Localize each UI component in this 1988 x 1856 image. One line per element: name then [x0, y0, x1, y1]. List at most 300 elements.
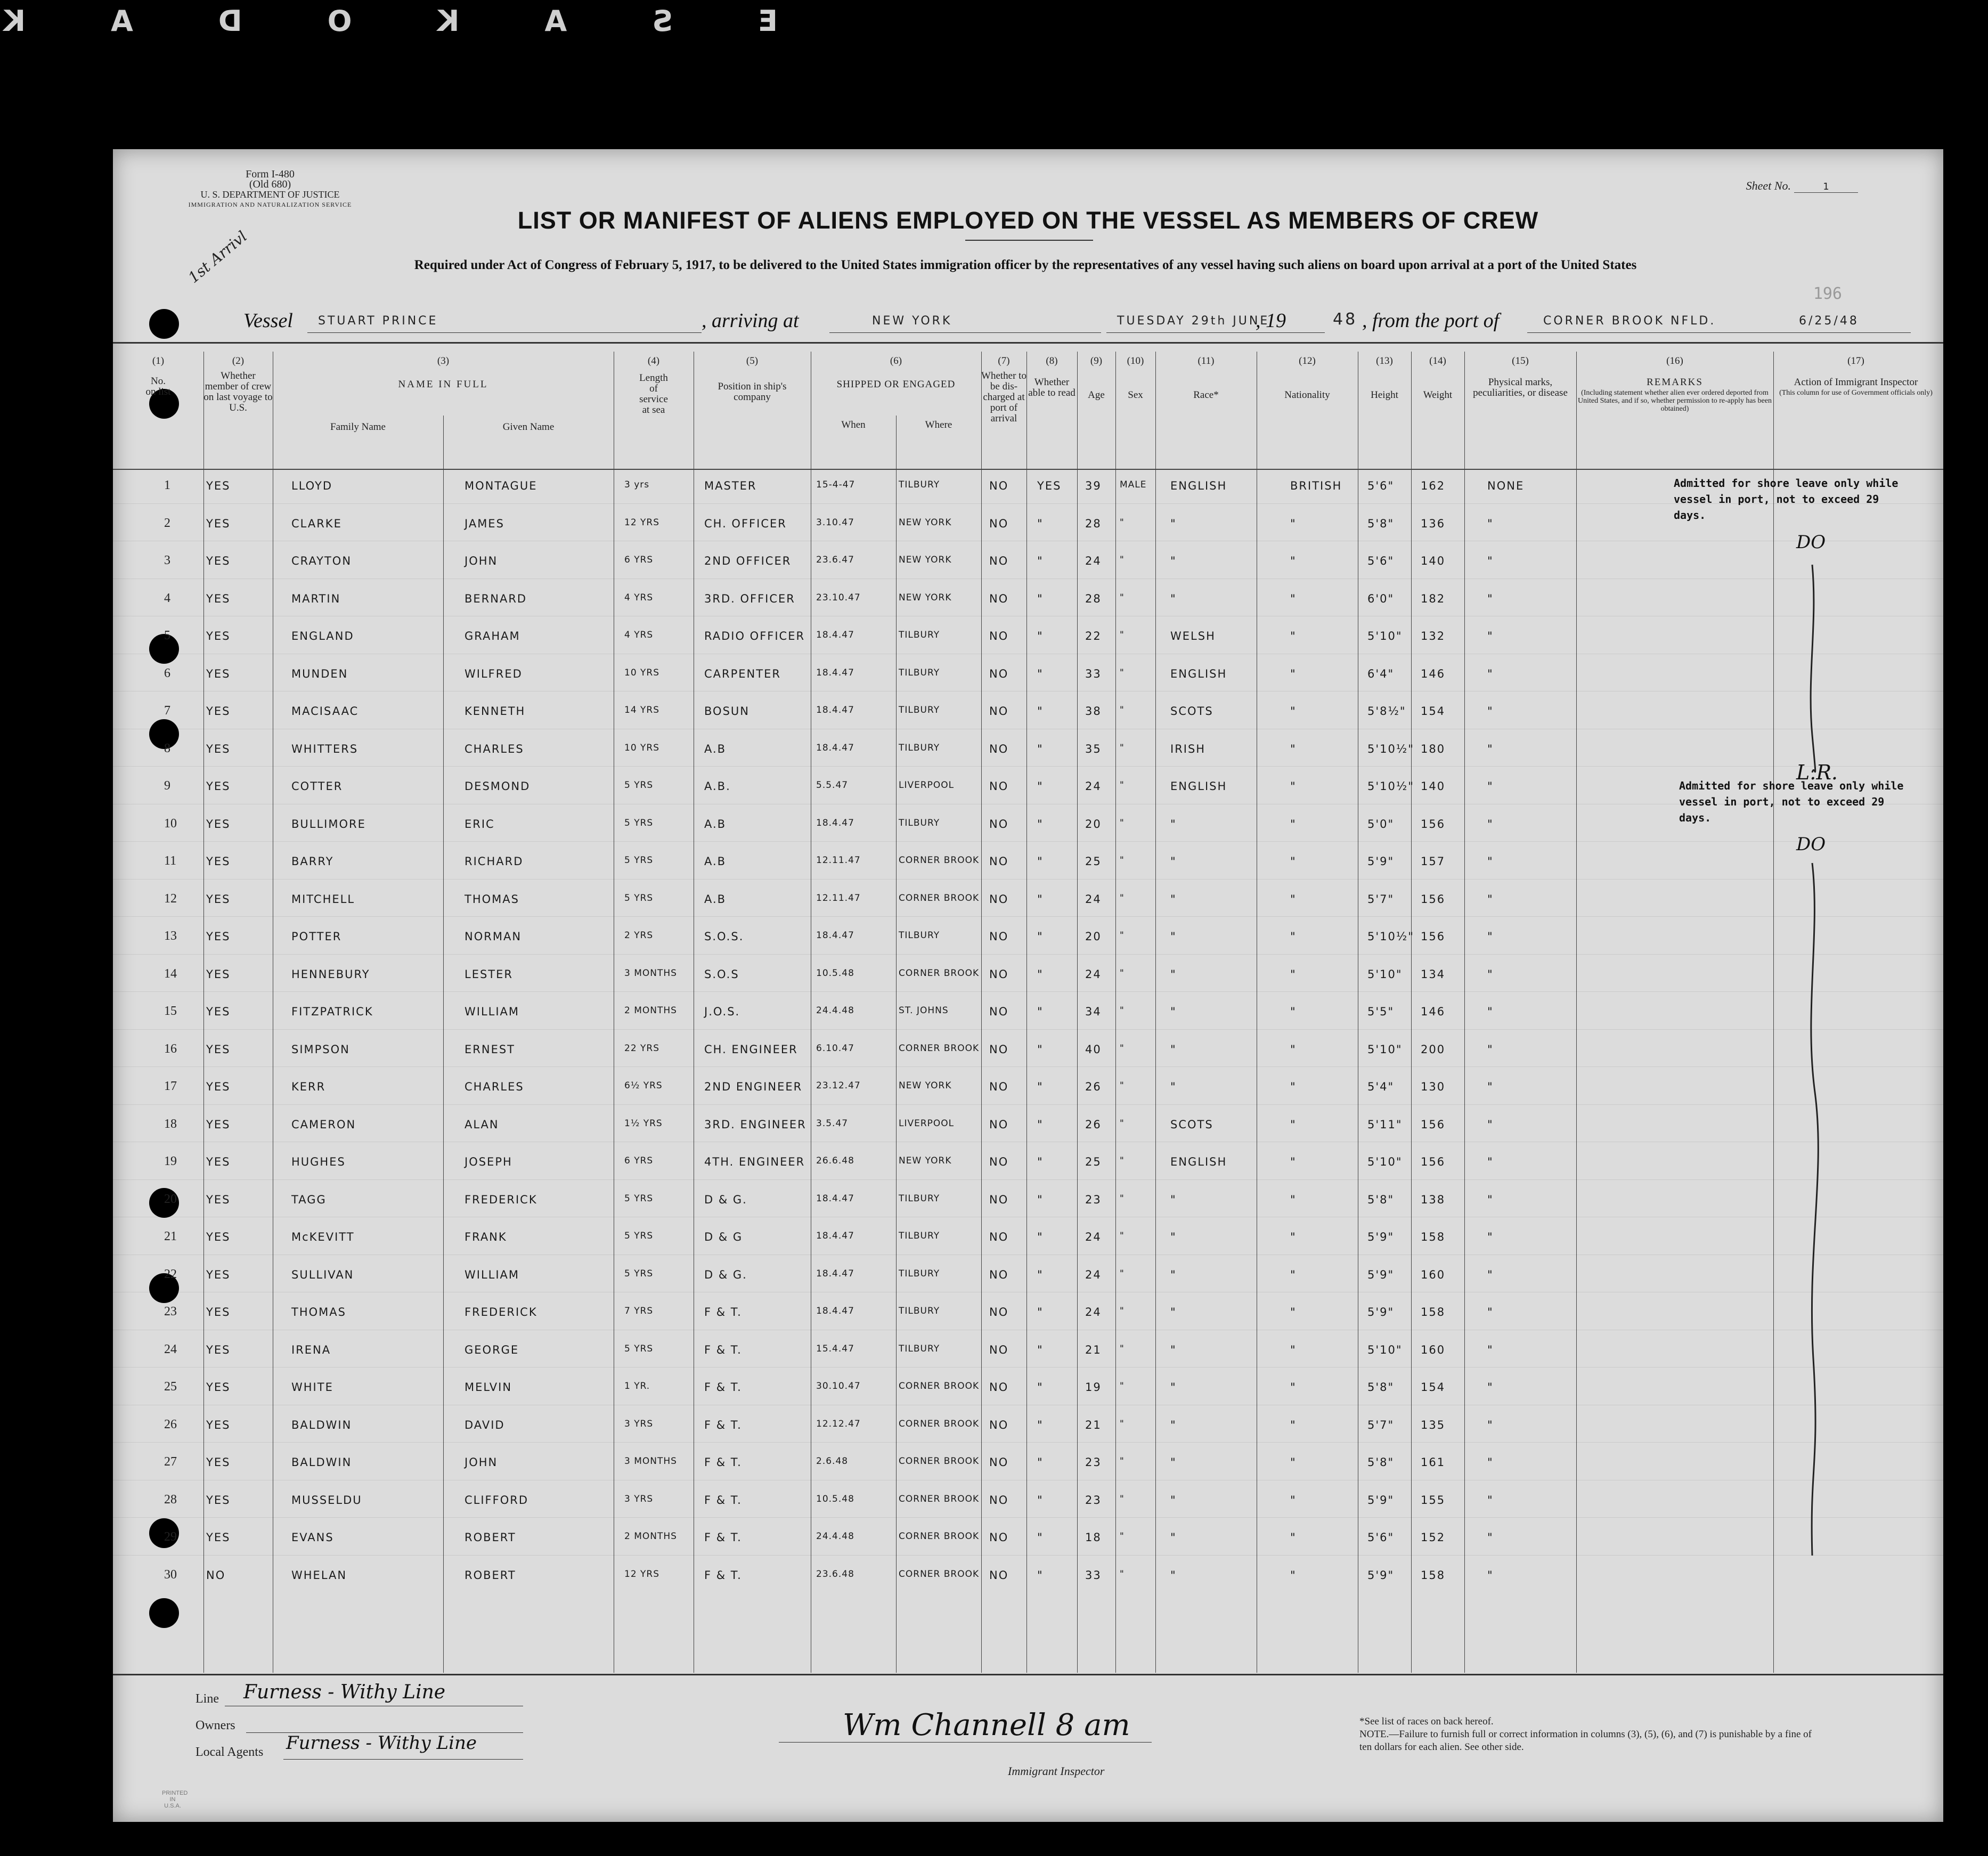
cell-phys: " — [1487, 742, 1494, 755]
cell-disch: NO — [989, 967, 1009, 981]
cell-phys: " — [1487, 667, 1494, 680]
cell-given: WILFRED — [465, 667, 523, 680]
row-number: 6 — [164, 666, 170, 680]
cell-when: 12.11.47 — [816, 855, 861, 866]
cell-family: POTTER — [291, 930, 342, 943]
cell-given: GRAHAM — [465, 630, 520, 642]
cell-disch: NO — [989, 555, 1009, 567]
cell-height: 5'10" — [1367, 630, 1403, 642]
cell-position: D & G. — [704, 1193, 747, 1206]
cell-race: " — [1170, 1418, 1177, 1431]
cell-race: " — [1170, 1268, 1177, 1281]
cell-race: ENGLISH — [1170, 780, 1227, 793]
cell-where: TILBURY — [899, 705, 940, 715]
row-number: 20 — [164, 1192, 177, 1206]
cell-member: YES — [206, 517, 231, 530]
cell-when: 10.5.48 — [816, 967, 854, 979]
cell-sex: " — [1120, 1381, 1125, 1391]
cell-position: D & G. — [704, 1268, 747, 1281]
hdr-family-name: Family Name — [330, 421, 386, 433]
cell-service: 5 YRS — [624, 817, 654, 828]
cell-where: NEW YORK — [899, 1080, 952, 1091]
cell-family: FITZPATRICK — [291, 1005, 373, 1018]
cell-nat: " — [1290, 592, 1297, 605]
row-number: 7 — [164, 704, 170, 718]
hdr-given-name: Given Name — [502, 421, 555, 433]
cell-where: CORNER BROOK — [899, 1456, 980, 1467]
cell-age: 33 — [1085, 667, 1102, 680]
cell-disch: NO — [989, 1343, 1009, 1356]
cell-read: " — [1037, 1568, 1044, 1582]
cell-nat: " — [1290, 855, 1297, 868]
cell-height: 5'8" — [1367, 1456, 1395, 1469]
cell-member: YES — [206, 1193, 231, 1206]
remarks-stamp: Admitted for shore leave only while vessel in port, not to exceed 29 days. — [1679, 779, 1904, 824]
cell-phys: " — [1487, 1193, 1494, 1206]
cell-read: " — [1037, 1493, 1044, 1507]
cell-position: F & T. — [704, 1493, 742, 1507]
cell-age: 23 — [1085, 1193, 1102, 1206]
cell-when: 18.4.47 — [816, 705, 854, 715]
cell-given: BERNARD — [465, 592, 527, 605]
cell-service: 3 YRS — [624, 1493, 654, 1504]
row-number: 28 — [164, 1492, 177, 1507]
cell-family: CAMERON — [291, 1118, 356, 1131]
cell-read: " — [1037, 930, 1044, 943]
crew-table — [113, 352, 1943, 1673]
cell-service: 12 YRS — [624, 517, 660, 528]
cell-nat: " — [1290, 1268, 1297, 1281]
cell-nat: " — [1290, 1381, 1297, 1394]
local-agents-value: Furness - Withy Line — [286, 1732, 477, 1754]
footer-top-rule — [113, 1674, 1943, 1675]
form-old-number: (Old 680) — [249, 178, 291, 190]
cell-nat: " — [1290, 1193, 1297, 1206]
cell-sex: " — [1120, 1118, 1125, 1129]
cell-member: YES — [206, 1493, 231, 1507]
cell-family: SULLIVAN — [291, 1268, 354, 1281]
cell-member: YES — [206, 1118, 231, 1131]
cell-sex: " — [1120, 930, 1125, 941]
cell-service: 3 yrs — [624, 479, 650, 490]
cell-nat: " — [1290, 1043, 1297, 1056]
arriving-label: , arriving at — [702, 310, 799, 332]
cell-age: 24 — [1085, 1231, 1102, 1243]
cell-position: 2ND OFFICER — [704, 555, 792, 567]
cell-where: TILBURY — [899, 1193, 940, 1204]
column-rule — [1773, 352, 1774, 1673]
cell-height: 6'0" — [1367, 592, 1395, 605]
from-label: , from the port of — [1362, 310, 1500, 332]
cell-disch: NO — [989, 855, 1009, 868]
column-rule — [896, 416, 897, 1673]
cell-nat: " — [1290, 930, 1297, 943]
cell-race: " — [1170, 1381, 1177, 1394]
cell-when: 18.4.47 — [816, 1231, 854, 1241]
cell-weight: 200 — [1421, 1043, 1446, 1056]
cell-phys: " — [1487, 1155, 1494, 1168]
cell-where: TILBURY — [899, 667, 940, 678]
cell-family: MUNDEN — [291, 667, 348, 680]
cell-family: McKEVITT — [291, 1231, 355, 1243]
cell-height: 6'4" — [1367, 667, 1395, 680]
cell-weight: 154 — [1421, 705, 1446, 718]
cell-read: " — [1037, 1193, 1044, 1206]
cell-disch: NO — [989, 1231, 1009, 1243]
cell-service: 5 YRS — [624, 855, 654, 866]
column-rule — [981, 352, 982, 1673]
film-letter: K — [3, 4, 26, 38]
cell-race: " — [1170, 1531, 1177, 1544]
cell-service: 4 YRS — [624, 592, 654, 603]
cell-service: 5 YRS — [624, 1268, 654, 1279]
column-rule — [443, 416, 444, 1673]
cell-member: YES — [206, 967, 231, 981]
cell-family: BALDWIN — [291, 1456, 352, 1469]
cell-position: A.B — [704, 817, 727, 831]
cell-position: BOSUN — [704, 705, 749, 718]
cell-age: 39 — [1085, 479, 1102, 492]
cell-height: 5'10½" — [1367, 780, 1414, 793]
cell-family: HENNEBURY — [291, 967, 370, 981]
cell-sex: " — [1120, 667, 1125, 678]
cell-race: WELSH — [1170, 630, 1216, 642]
cell-disch: NO — [989, 780, 1009, 793]
cell-height: 5'9" — [1367, 1231, 1395, 1243]
cell-weight: 154 — [1421, 1381, 1446, 1394]
cell-service: 2 MONTHS — [624, 1005, 677, 1016]
cell-when: 18.4.47 — [816, 667, 854, 678]
cell-service: 3 MONTHS — [624, 1456, 677, 1467]
cell-nat: " — [1290, 1231, 1297, 1243]
cell-read: " — [1037, 1231, 1044, 1243]
cell-disch: NO — [989, 1043, 1009, 1056]
hdr-col-1: (1) No. on list — [145, 355, 171, 397]
cell-given: CHARLES — [465, 1080, 524, 1093]
hdr-col-10: (10) Sex — [1127, 355, 1144, 401]
cell-nat: " — [1290, 1418, 1297, 1431]
cell-phys: " — [1487, 592, 1494, 605]
line-value: Furness - Withy Line — [243, 1681, 446, 1703]
cell-sex: " — [1120, 1231, 1125, 1241]
cell-given: MELVIN — [465, 1381, 512, 1394]
arrival-year: 48 — [1333, 310, 1358, 329]
cell-service: 3 YRS — [624, 1418, 654, 1429]
cell-disch: NO — [989, 742, 1009, 755]
cell-where: CORNER BROOK — [899, 892, 980, 903]
hdr-col-16: (16) REMARKS (Including statement whether alien ever ordered deported from United States, and if so, whether permission to re-apply has been obtained) — [1578, 355, 1772, 413]
cell-read: " — [1037, 1155, 1044, 1168]
cell-member: YES — [206, 742, 231, 755]
cell-read: " — [1037, 817, 1044, 831]
cell-member: YES — [206, 630, 231, 642]
cell-where: TILBURY — [899, 630, 940, 640]
cell-phys: " — [1487, 930, 1494, 943]
cell-member: YES — [206, 592, 231, 605]
cell-weight: 146 — [1421, 1005, 1446, 1018]
row-number: 8 — [164, 741, 170, 755]
cell-height: 5'10" — [1367, 1343, 1403, 1356]
cell-nat: " — [1290, 705, 1297, 718]
hdr-col-9: (9) Age — [1088, 355, 1105, 401]
cell-where: CORNER BROOK — [899, 1493, 980, 1504]
cell-family: CLARKE — [291, 517, 342, 530]
cell-family: WHITE — [291, 1381, 333, 1394]
cell-given: FREDERICK — [465, 1193, 537, 1206]
cell-age: 18 — [1085, 1531, 1102, 1544]
cell-race: ENGLISH — [1170, 479, 1227, 492]
cell-age: 25 — [1085, 1155, 1102, 1168]
cell-where: CORNER BROOK — [899, 1381, 980, 1391]
row-number: 3 — [164, 553, 170, 567]
cell-service: 5 YRS — [624, 892, 654, 903]
cell-phys: " — [1487, 555, 1494, 567]
cell-member: YES — [206, 1343, 231, 1356]
cell-member: YES — [206, 1531, 231, 1544]
cell-sex: " — [1120, 1080, 1125, 1091]
page-subtitle: Required under Act of Congress of February 5, 1917, to be delivered to the United States immigration officer by the representatives of any vessel having such aliens on board upon arrival at a port of the United States — [414, 258, 1637, 272]
cell-weight: 138 — [1421, 1193, 1446, 1206]
sheet-number — [1746, 179, 1858, 193]
cell-phys: " — [1487, 1568, 1494, 1582]
cell-when: 15.4.47 — [816, 1343, 854, 1354]
cell-phys: " — [1487, 1531, 1494, 1544]
cell-when: 23.12.47 — [816, 1080, 861, 1091]
ditto-line — [1796, 559, 1828, 1572]
cell-age: 23 — [1085, 1493, 1102, 1507]
cell-weight: 156 — [1421, 1118, 1446, 1131]
inspector-signature: Wm Channell 8 am — [843, 1708, 1130, 1743]
row-rule — [113, 766, 1943, 767]
row-rule — [113, 916, 1943, 917]
cell-family: TAGG — [291, 1193, 327, 1206]
cell-given: JAMES — [465, 517, 504, 530]
cell-race: " — [1170, 1306, 1177, 1318]
row-number: 27 — [164, 1455, 177, 1469]
cell-when: 15-4-47 — [816, 479, 856, 490]
cell-service: 1 YR. — [624, 1381, 650, 1391]
cell-race: " — [1170, 1080, 1177, 1093]
cell-position: 2ND ENGINEER — [704, 1080, 803, 1093]
cell-nat: " — [1290, 1080, 1297, 1093]
row-rule — [113, 503, 1943, 504]
cell-disch: NO — [989, 1080, 1009, 1093]
cell-read: " — [1037, 630, 1044, 642]
cell-disch: NO — [989, 1155, 1009, 1168]
cell-nat: " — [1290, 1343, 1297, 1356]
cell-service: 6½ YRS — [624, 1080, 663, 1091]
cell-nat: " — [1290, 1005, 1297, 1018]
cell-nat: " — [1290, 667, 1297, 680]
cell-read: " — [1037, 780, 1044, 793]
cell-given: JOSEPH — [465, 1155, 512, 1168]
cell-disch: NO — [989, 1193, 1009, 1206]
hdr-col-15: (15) Physical marks, peculiarities, or disease — [1473, 355, 1568, 398]
cell-disch: NO — [989, 630, 1009, 642]
cell-sex: " — [1120, 517, 1125, 528]
cell-read: " — [1037, 892, 1044, 906]
row-number: 19 — [164, 1154, 177, 1168]
cell-race: " — [1170, 1568, 1177, 1582]
cell-nat: " — [1290, 1531, 1297, 1544]
cell-read: " — [1037, 1418, 1044, 1431]
cell-member: YES — [206, 817, 231, 831]
cell-given: RICHARD — [465, 855, 524, 868]
form-number: Form I-480 — [246, 168, 295, 180]
hdr-col-2: (2) Whether member of crew on last voyage to U.S. — [203, 355, 273, 413]
cell-where: CORNER BROOK — [899, 1043, 980, 1054]
cell-phys: " — [1487, 1456, 1494, 1469]
cell-sex: " — [1120, 1005, 1125, 1016]
cell-race: SCOTS — [1170, 705, 1213, 718]
cell-race: " — [1170, 1456, 1177, 1469]
cell-phys: " — [1487, 855, 1494, 868]
sheet-number-value: 1 — [1794, 181, 1858, 193]
cell-height: 5'10" — [1367, 1043, 1403, 1056]
cell-given: MONTAGUE — [465, 479, 537, 492]
cell-when: 3.10.47 — [816, 517, 854, 528]
row-number: 14 — [164, 966, 177, 981]
cell-read: " — [1037, 705, 1044, 718]
hdr-col-6: (6) SHIPPED OR ENGAGED — [836, 355, 956, 390]
cell-member: YES — [206, 780, 231, 793]
hdr-col-12: (12) Nationality — [1284, 355, 1330, 401]
cell-race: " — [1170, 517, 1177, 530]
cell-sex: " — [1120, 630, 1125, 640]
cell-weight: 146 — [1421, 667, 1446, 680]
hdr-col-8: (8) Whether able to read — [1028, 355, 1076, 398]
header-bottom-rule — [113, 469, 1943, 470]
cell-service: 4 YRS — [624, 630, 654, 640]
cell-read: " — [1037, 1456, 1044, 1469]
cell-member: YES — [206, 1155, 231, 1168]
film-edge-markings — [0, 4, 831, 36]
cell-phys: " — [1487, 705, 1494, 718]
cell-disch: NO — [989, 817, 1009, 831]
cell-service: 5 YRS — [624, 1193, 654, 1204]
cell-service: 22 YRS — [624, 1043, 660, 1054]
cell-given: FREDERICK — [465, 1306, 537, 1318]
row-rule — [113, 879, 1943, 880]
cell-phys: " — [1487, 1381, 1494, 1394]
cell-family: COTTER — [291, 780, 343, 793]
cell-family: WHELAN — [291, 1568, 347, 1582]
cell-phys: " — [1487, 1231, 1494, 1243]
cell-nat: " — [1290, 1118, 1297, 1131]
cell-disch: NO — [989, 517, 1009, 530]
cell-when: 10.5.48 — [816, 1493, 854, 1504]
cell-where: TILBURY — [899, 930, 940, 941]
cell-when: 23.10.47 — [816, 592, 861, 603]
cell-given: DAVID — [465, 1418, 505, 1431]
cell-position: CH. OFFICER — [704, 517, 787, 530]
cell-member: YES — [206, 1005, 231, 1018]
cell-nat: " — [1290, 630, 1297, 642]
cell-position: F & T. — [704, 1306, 742, 1318]
cell-family: THOMAS — [291, 1306, 346, 1318]
cell-weight: 158 — [1421, 1231, 1446, 1243]
cell-read: " — [1037, 667, 1044, 680]
cell-weight: 158 — [1421, 1568, 1446, 1582]
cell-age: 26 — [1085, 1118, 1102, 1131]
cell-read: " — [1037, 742, 1044, 755]
cell-position: F & T. — [704, 1531, 742, 1544]
cell-where: TILBURY — [899, 742, 940, 753]
remarks-ditto: DO — [1796, 532, 1826, 553]
cell-nat: " — [1290, 1568, 1297, 1582]
cell-phys: " — [1487, 1118, 1494, 1131]
cell-member: YES — [206, 1043, 231, 1056]
cell-disch: NO — [989, 892, 1009, 906]
department-name: U. S. DEPARTMENT OF JUSTICE — [200, 189, 340, 200]
cell-read: " — [1037, 967, 1044, 981]
row-number: 29 — [164, 1530, 177, 1544]
cell-family: EVANS — [291, 1531, 334, 1544]
cell-phys: " — [1487, 1493, 1494, 1507]
cell-height: 5'6" — [1367, 479, 1395, 492]
cell-nat: BRITISH — [1290, 479, 1342, 492]
header-top-rule — [113, 342, 1943, 344]
cell-age: 25 — [1085, 855, 1102, 868]
cell-member: YES — [206, 705, 231, 718]
cell-read: " — [1037, 1381, 1044, 1394]
cell-nat: " — [1290, 555, 1297, 567]
cell-weight: 162 — [1421, 479, 1446, 492]
cell-disch: NO — [989, 1306, 1009, 1318]
cell-race: ENGLISH — [1170, 667, 1227, 680]
cell-phys: " — [1487, 517, 1494, 530]
cell-race: " — [1170, 1231, 1177, 1243]
cell-where: TILBURY — [899, 1343, 940, 1354]
cell-where: TILBURY — [899, 1231, 940, 1241]
hdr-col-3: (3) NAME IN FULL — [398, 355, 488, 390]
cell-family: ENGLAND — [291, 630, 354, 642]
cell-given: ERIC — [465, 817, 495, 831]
cell-service: 1½ YRS — [624, 1118, 663, 1129]
cell-phys: " — [1487, 892, 1494, 906]
hdr-when: When — [841, 419, 866, 430]
column-rule — [1464, 352, 1465, 1673]
column-rule — [1115, 352, 1116, 1673]
cell-age: 40 — [1085, 1043, 1102, 1056]
cell-given: ROBERT — [465, 1568, 516, 1582]
cell-age: 24 — [1085, 555, 1102, 567]
cell-nat: " — [1290, 517, 1297, 530]
departure-port: CORNER BROOK NFLD. — [1543, 314, 1716, 328]
cell-given: DESMOND — [465, 780, 531, 793]
film-letter: S — [652, 4, 673, 38]
cell-height: 5'8" — [1367, 1381, 1395, 1394]
cell-position: A.B. — [704, 780, 731, 793]
cell-where: LIVERPOOL — [899, 1118, 955, 1129]
cell-weight: 156 — [1421, 1155, 1446, 1168]
cell-phys: " — [1487, 1343, 1494, 1356]
cell-given: LESTER — [465, 967, 513, 981]
cell-service: 2 YRS — [624, 930, 654, 941]
cell-race: " — [1170, 967, 1177, 981]
cell-sex: " — [1120, 817, 1125, 828]
cell-member: YES — [206, 1231, 231, 1243]
cell-weight: 136 — [1421, 517, 1446, 530]
cell-position: RADIO OFFICER — [704, 630, 805, 642]
cell-where: LIVERPOOL — [899, 780, 955, 791]
cell-family: KERR — [291, 1080, 326, 1093]
vessel-line — [243, 309, 1859, 336]
cell-nat: " — [1290, 1155, 1297, 1168]
cell-disch: NO — [989, 1381, 1009, 1394]
cell-weight: 140 — [1421, 555, 1446, 567]
cell-given: ROBERT — [465, 1531, 516, 1544]
